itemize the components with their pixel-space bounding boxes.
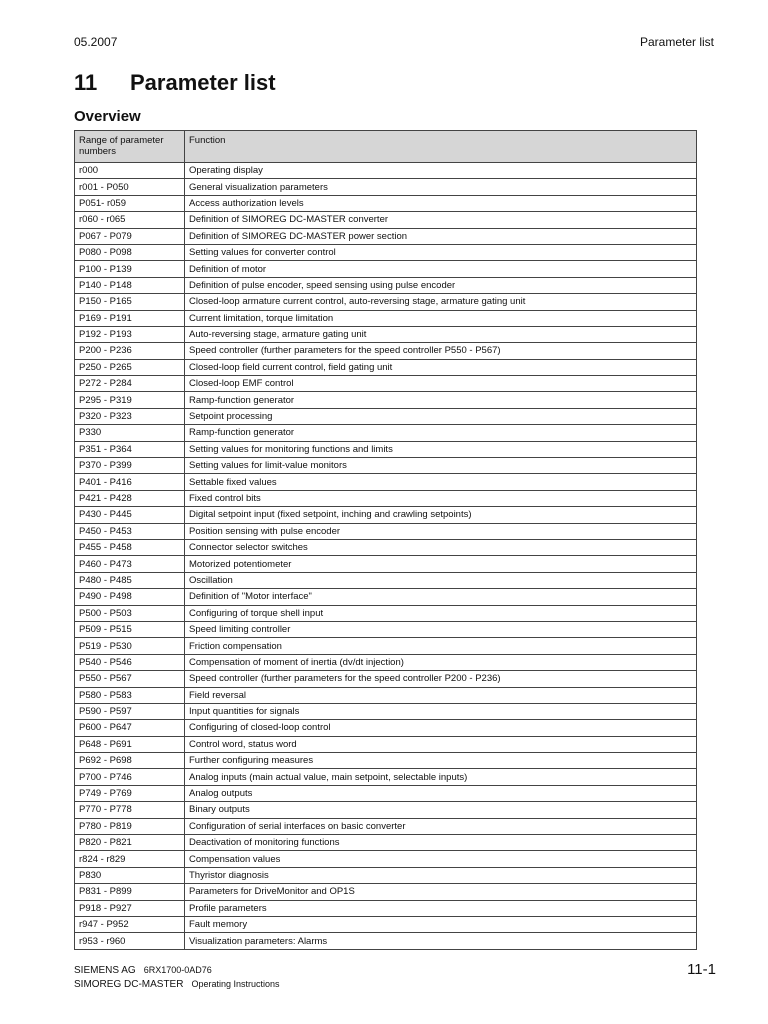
function-cell: Setting values for monitoring functions and limits [185,441,697,457]
table-header-row [75,131,697,163]
function-cell: Definition of SIMOREG DC-MASTER power section [185,228,697,244]
parameter-range-cell: P749 - P769 [75,785,185,801]
function-cell: Digital setpoint input (fixed setpoint, inching and crawling setpoints) [185,507,697,523]
chapter-title: Parameter list [130,70,276,95]
function-cell: Speed controller (further parameters for the speed controller P550 - P567) [185,343,697,359]
parameter-range-cell: r824 - r829 [75,851,185,867]
parameter-range-cell: P480 - P485 [75,572,185,588]
table-row [75,736,697,752]
function-cell: Definition of pulse encoder, speed sensing using pulse encoder [185,277,697,293]
parameter-range-cell: P918 - P927 [75,900,185,916]
parameter-range-cell: P550 - P567 [75,671,185,687]
function-cell: Configuring of closed-loop control [185,720,697,736]
parameter-range-cell: P519 - P530 [75,638,185,654]
table-row [75,441,697,457]
table-row [75,277,697,293]
function-cell: Settable fixed values [185,474,697,490]
function-cell: Definition of motor [185,261,697,277]
footer-product: SIMOREG DC-MASTER [74,979,184,990]
table-row [75,425,697,441]
parameter-range-cell: P421 - P428 [75,490,185,506]
column-header-range: Range of parameter numbers [75,131,185,163]
overview-heading: Overview [74,108,141,125]
table-row [75,228,697,244]
table-row [75,490,697,506]
function-cell: Oscillation [185,572,697,588]
parameter-range-cell: P648 - P691 [75,736,185,752]
table-row [75,572,697,588]
table-row [75,900,697,916]
table-row [75,720,697,736]
table-row [75,539,697,555]
table-row [75,458,697,474]
function-cell: Profile parameters [185,900,697,916]
table-row [75,933,697,949]
chapter-heading [74,70,276,96]
table-row [75,818,697,834]
parameter-range-cell: P320 - P323 [75,408,185,424]
function-cell: Configuring of torque shell input [185,605,697,621]
parameter-range-cell: r953 - r960 [75,933,185,949]
parameter-range-cell: P430 - P445 [75,507,185,523]
table-row [75,523,697,539]
function-cell: Further configuring measures [185,753,697,769]
function-cell: Closed-loop EMF control [185,376,697,392]
parameter-range-cell: r001 - P050 [75,179,185,195]
parameter-range-cell: P450 - P453 [75,523,185,539]
table-row [75,359,697,375]
parameter-range-cell: P080 - P098 [75,244,185,260]
parameter-range-cell: P780 - P819 [75,818,185,834]
function-cell: Setting values for limit-value monitors [185,458,697,474]
footer-company: SIEMENS AG [74,965,136,976]
table-row [75,212,697,228]
function-cell: Connector selector switches [185,539,697,555]
parameter-range-cell: r947 - P952 [75,916,185,932]
parameter-range-cell: P490 - P498 [75,589,185,605]
parameter-range-cell: P700 - P746 [75,769,185,785]
table-row [75,343,697,359]
function-cell: Deactivation of monitoring functions [185,835,697,851]
table-row [75,753,697,769]
table-row [75,851,697,867]
table-row [75,835,697,851]
function-cell: Input quantities for signals [185,703,697,719]
function-cell: Access authorization levels [185,195,697,211]
parameter-range-cell: P600 - P647 [75,720,185,736]
parameter-table [74,130,697,950]
column-header-function: Function [185,131,697,163]
function-cell: Configuration of serial interfaces on basic converter [185,818,697,834]
function-cell: Field reversal [185,687,697,703]
table-row [75,867,697,883]
table-row [75,310,697,326]
parameter-range-cell: P455 - P458 [75,539,185,555]
function-cell: Control word, status word [185,736,697,752]
function-cell: Auto-reversing stage, armature gating unit [185,326,697,342]
chapter-number: 11 [74,70,98,95]
table-row [75,654,697,670]
table-row [75,802,697,818]
footer-line-1 [74,965,212,976]
function-cell: Ramp-function generator [185,425,697,441]
parameter-range-cell: P580 - P583 [75,687,185,703]
table-row [75,785,697,801]
function-cell: Compensation of moment of inertia (dv/dt injection) [185,654,697,670]
table-row [75,326,697,342]
parameter-range-cell: P150 - P165 [75,294,185,310]
table-row [75,408,697,424]
footer-doc-type: Operating Instructions [191,979,280,989]
parameter-range-cell: P770 - P778 [75,802,185,818]
table-row [75,671,697,687]
function-cell: Definition of "Motor interface" [185,589,697,605]
function-cell: Fixed control bits [185,490,697,506]
function-cell: Compensation values [185,851,697,867]
table-row [75,376,697,392]
function-cell: Definition of SIMOREG DC-MASTER converter [185,212,697,228]
function-cell: Setting values for converter control [185,244,697,260]
parameter-range-cell: P500 - P503 [75,605,185,621]
parameter-range-cell: r060 - r065 [75,212,185,228]
parameter-range-cell: P590 - P597 [75,703,185,719]
table-row [75,474,697,490]
table-row [75,261,697,277]
header-section: Parameter list [639,35,714,49]
parameter-range-cell: P351 - P364 [75,441,185,457]
table-row [75,507,697,523]
function-cell: Speed controller (further parameters for the speed controller P200 - P236) [185,671,697,687]
table-row [75,179,697,195]
table-row [75,556,697,572]
table-row [75,884,697,900]
parameter-range-cell: P067 - P079 [75,228,185,244]
parameter-range-cell: P831 - P899 [75,884,185,900]
table-row [75,621,697,637]
table-row [75,687,697,703]
parameter-range-cell: P295 - P319 [75,392,185,408]
parameter-range-cell: P140 - P148 [75,277,185,293]
table-row [75,244,697,260]
function-cell: Friction compensation [185,638,697,654]
function-cell: Thyristor diagnosis [185,867,697,883]
function-cell: Setpoint processing [185,408,697,424]
function-cell: Closed-loop armature current control, auto-reversing stage, armature gating unit [185,294,697,310]
function-cell: Speed limiting controller [185,621,697,637]
table-row [75,703,697,719]
function-cell: Ramp-function generator [185,392,697,408]
page-number: 11-1 [687,961,716,978]
function-cell: Closed-loop field current control, field gating unit [185,359,697,375]
function-cell: Binary outputs [185,802,697,818]
parameter-range-cell: P830 [75,867,185,883]
footer-line-2 [74,979,280,990]
parameter-range-cell: P169 - P191 [75,310,185,326]
function-cell: Fault memory [185,916,697,932]
parameter-range-cell: P820 - P821 [75,835,185,851]
function-cell: Visualization parameters: Alarms [185,933,697,949]
function-cell: Current limitation, torque limitation [185,310,697,326]
table-row [75,294,697,310]
parameter-range-cell: P051- r059 [75,195,185,211]
function-cell: Position sensing with pulse encoder [185,523,697,539]
table-row [75,605,697,621]
function-cell: Parameters for DriveMonitor and OP1S [185,884,697,900]
table-row [75,916,697,932]
header-date: 05.2007 [74,35,118,49]
parameter-range-cell: P460 - P473 [75,556,185,572]
parameter-range-cell: P370 - P399 [75,458,185,474]
table-body [75,163,697,950]
table-row [75,195,697,211]
table-row [75,638,697,654]
function-cell: Motorized potentiometer [185,556,697,572]
parameter-range-cell: P401 - P416 [75,474,185,490]
parameter-range-cell: P272 - P284 [75,376,185,392]
parameter-range-cell: r000 [75,163,185,179]
parameter-range-cell: P692 - P698 [75,753,185,769]
table-row [75,589,697,605]
function-cell: Analog inputs (main actual value, main setpoint, selectable inputs) [185,769,697,785]
footer-order-no: 6RX1700-0AD76 [143,965,212,975]
parameter-range-cell: P200 - P236 [75,343,185,359]
function-cell: Analog outputs [185,785,697,801]
function-cell: General visualization parameters [185,179,697,195]
table-row [75,163,697,179]
parameter-range-cell: P250 - P265 [75,359,185,375]
parameter-range-cell: P540 - P546 [75,654,185,670]
table-row [75,392,697,408]
parameter-range-cell: P100 - P139 [75,261,185,277]
parameter-range-cell: P330 [75,425,185,441]
parameter-range-cell: P192 - P193 [75,326,185,342]
function-cell: Operating display [185,163,697,179]
table-row [75,769,697,785]
parameter-range-cell: P509 - P515 [75,621,185,637]
